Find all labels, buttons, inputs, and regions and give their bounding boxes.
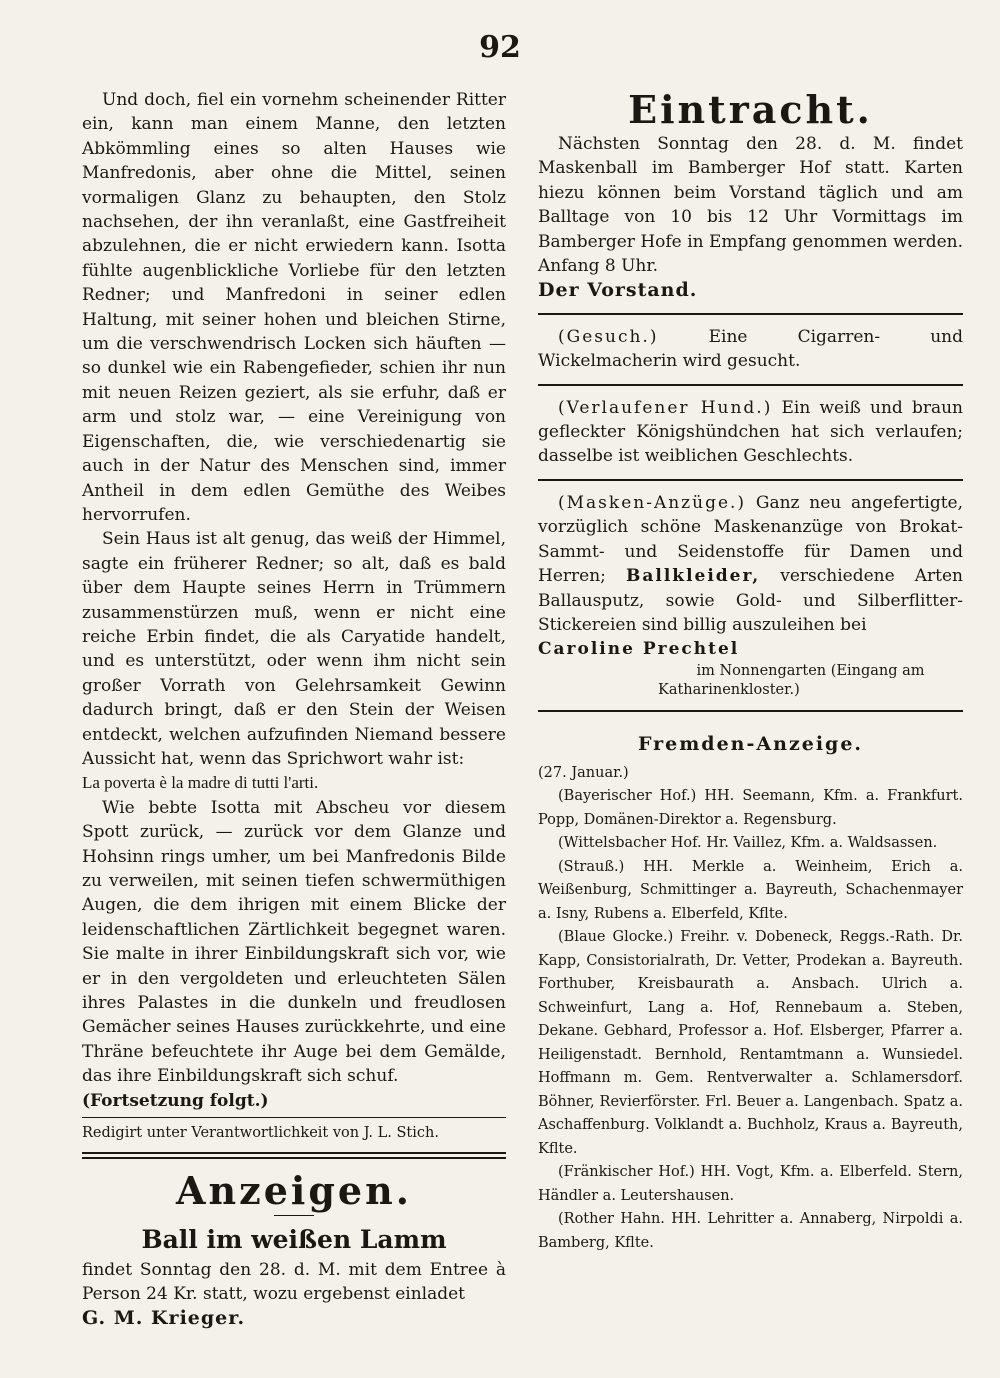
eintracht-heading: Eintracht.	[628, 87, 873, 132]
ball-title: Ball im weißen Lamm	[141, 1224, 447, 1254]
editor-line: Redigirt unter Verantwortlichkeit von J. L. Stich.	[82, 1125, 439, 1142]
ball-signature: G. M. Krieger.	[82, 1307, 246, 1330]
hund-label: (Verlaufener Hund.)	[558, 397, 773, 418]
ads-heading: Anzeigen.	[176, 1167, 412, 1213]
hund-ad	[538, 396, 963, 469]
masken-text: verschiedene Arten Ballausputz, sowie Gold- und Silberflitter-Stickereien sind billig auszuleihen bei	[538, 566, 963, 635]
hund-text: Ein weiß und braun gefleckter Königshündchen hat sich verlaufen; dasselbe ist weiblichen Geschlechts.	[538, 397, 964, 467]
list-item: (Fränkischer Hof.) HH. Vogt, Kfm. a. Elberfeld. Stern, Händler a. Leutershausen.	[538, 1164, 963, 1204]
story-paragraph: Sein Haus ist alt genug, das weiß der Himmel, sagte ein früherer Redner; so alt, daß es bald über dem Haupte seines Herrn in Trümmern zusammenstürzen muß, wenn er nicht eine reiche Erbin findet, die als Caryatide handelt, und es unterstützt, oder wenn ihm nicht sein großer Vorrath von Gelehrsamkeit Gewinn dadurch bringt, daß er den Stein der Weisen entdeckt, welchen aufzufinden Niemand bessere Aussicht hat, wenn das Sprichwort wahr ist:	[82, 529, 506, 769]
gesuch-ad	[538, 325, 963, 374]
eintracht-text: Nächsten Sonntag den 28. d. M. findet Maskenball im Bamberger Hof statt. Karten hiezu können beim Vorstand täglich und am Balltage von 10 bis 12 Uhr Vormittags im Bamberger Hofe in Empfang genommen werden. Anfang 8 Uhr.	[538, 134, 963, 277]
list-item: (Bayerischer Hof.) HH. Seemann, Kfm. a. Frankfurt. Popp, Domänen-Direktor a. Regensburg.	[538, 788, 963, 828]
page-number: 92	[479, 30, 521, 65]
left-column	[82, 88, 506, 1331]
eintracht-signature: Der Vorstand.	[538, 279, 698, 302]
ball-text: findet Sonntag den 28. d. M. mit dem Entree à Person 24 Kr. statt, wozu ergebenst einladet	[82, 1259, 506, 1304]
masken-label: (Masken-Anzüge.)	[558, 492, 747, 513]
list-item: (Blaue Glocke.) Freihr. v. Dobeneck, Reggs.-Rath. Dr. Kapp, Consistorialrath, Dr. Vetter, Prodekan a. Bayreuth. Forthuber, Kreisbaurath a. Ansbach. Ulrich a. Schweinfurt, Lang a. Hof, Rennebaum a. Steben, Dekane. Gebhard, Professor a. Hof. Elsberger, Pfarrer a. Heiligenstadt. Bernhold, Rentamtmann a. Wunsiedel. Hoffmann m. Gem. Rentverwalter a. Schlamersdorf. Böhner, Revierförster. Frl. Beuer a. Langenbach. Spatz a. Aschaffenburg. Volklandt a. Buchholz, Kraus a. Bayreuth, Kflte.	[538, 929, 963, 1157]
masken-signature: Caroline Prechtel	[538, 639, 740, 660]
divider	[82, 1152, 506, 1159]
list-item: (Rother Hahn. HH. Lehritter a. Annaberg, Nirpoldi a. Bamberg, Kflte.	[538, 1211, 963, 1251]
masken-text: Ganz neu angefertigte, vorzüglich schöne Maskenanzüge von Brokat-Sammt- und Seidenstoffe für Damen und Herren;	[538, 492, 963, 587]
divider	[538, 710, 963, 712]
fremden-list	[538, 785, 963, 1255]
story-paragraph: Wie bebte Isotta mit Abscheu vor diesem Spott zurück, — zurück vor dem Glanze und Hohsinn rings umher, um bei Manfredonis Bilde zu verweilen, mit seinen tiefen schwermüthigen Augen, die dem ihrigen mit einem Blicke der leidenschaftlichen Zärtlichkeit begegnet waren. Sie malte in ihrer Einbildungskraft sich vor, wie er in den vergoldeten und erleuchteten Sälen ihres Palastes in die dunkeln und freudlosen Gemächer seines Hauses zurückkehrte, und eine Thräne befeuchtete ihr Auge bei dem Gemälde, das ihre Einbildungskraft sich schuf.	[82, 797, 506, 1087]
masken-ad	[538, 491, 963, 637]
gesuch-label: (Gesuch.)	[558, 326, 659, 347]
continuation-note: (Fortsetzung folgt.)	[82, 1090, 269, 1111]
fremden-heading: Fremden-Anzeige.	[637, 732, 864, 755]
divider	[538, 384, 963, 386]
divider	[538, 479, 963, 481]
divider	[538, 313, 963, 315]
divider	[82, 1117, 506, 1118]
divider	[274, 1215, 314, 1216]
story-paragraph: Und doch, fiel ein vornehm scheinender Ritter ein, kann man einem Manne, den letzten Abkömmling eines so alten Hauses wie Manfredonis, aber ohne die Mittel, seinen vormaligen Glanz zu behaupten, den Stolz nachsehen, der ihn veranlaßt, eine Gastfreiheit abzulehnen, die er nicht erwiedern kann. Isotta fühlte augenblickliche Vorliebe für den letzten Redner; und Manfredoni in seiner edlen Haltung, mit seiner hohen und bleichen Stirne, um die verschwendrisch Locken sich häuften — so dunkel wie ein Rabengefieder, schien ihr nun mit neuen Reizen geziert, als sie erfuhr, daß er arm und stolz war, — eine Vereinigung von Eigenschaften, die, wie verschiedenartig sie auch in der Natur des Menschen sind, immer Antheil in dem edlen Gemüthe des Weibes hervorrufen.	[82, 90, 506, 525]
fremden-date: (27. Januar.)	[538, 764, 629, 781]
list-item: (Strauß.) HH. Merkle a. Weinheim, Erich a. Weißenburg, Schmittinger a. Bayreuth, Schachenmayer a. Isny, Rubens a. Elberfeld, Kflte.	[538, 858, 963, 922]
right-column	[538, 88, 963, 1255]
proverb: La poverta è la madre di tutti l'arti.	[82, 773, 319, 793]
masken-ballkleider: Ballkleider,	[625, 566, 761, 587]
gesuch-text: Eine Cigarren- und Wickelmacherin wird gesucht.	[538, 326, 964, 372]
masken-address: im Nonnengarten (Eingang am Katharinenkloster.)	[658, 662, 925, 698]
list-item: (Wittelsbacher Hof. Hr. Vaillez, Kfm. a. Waldsassen.	[558, 835, 938, 852]
